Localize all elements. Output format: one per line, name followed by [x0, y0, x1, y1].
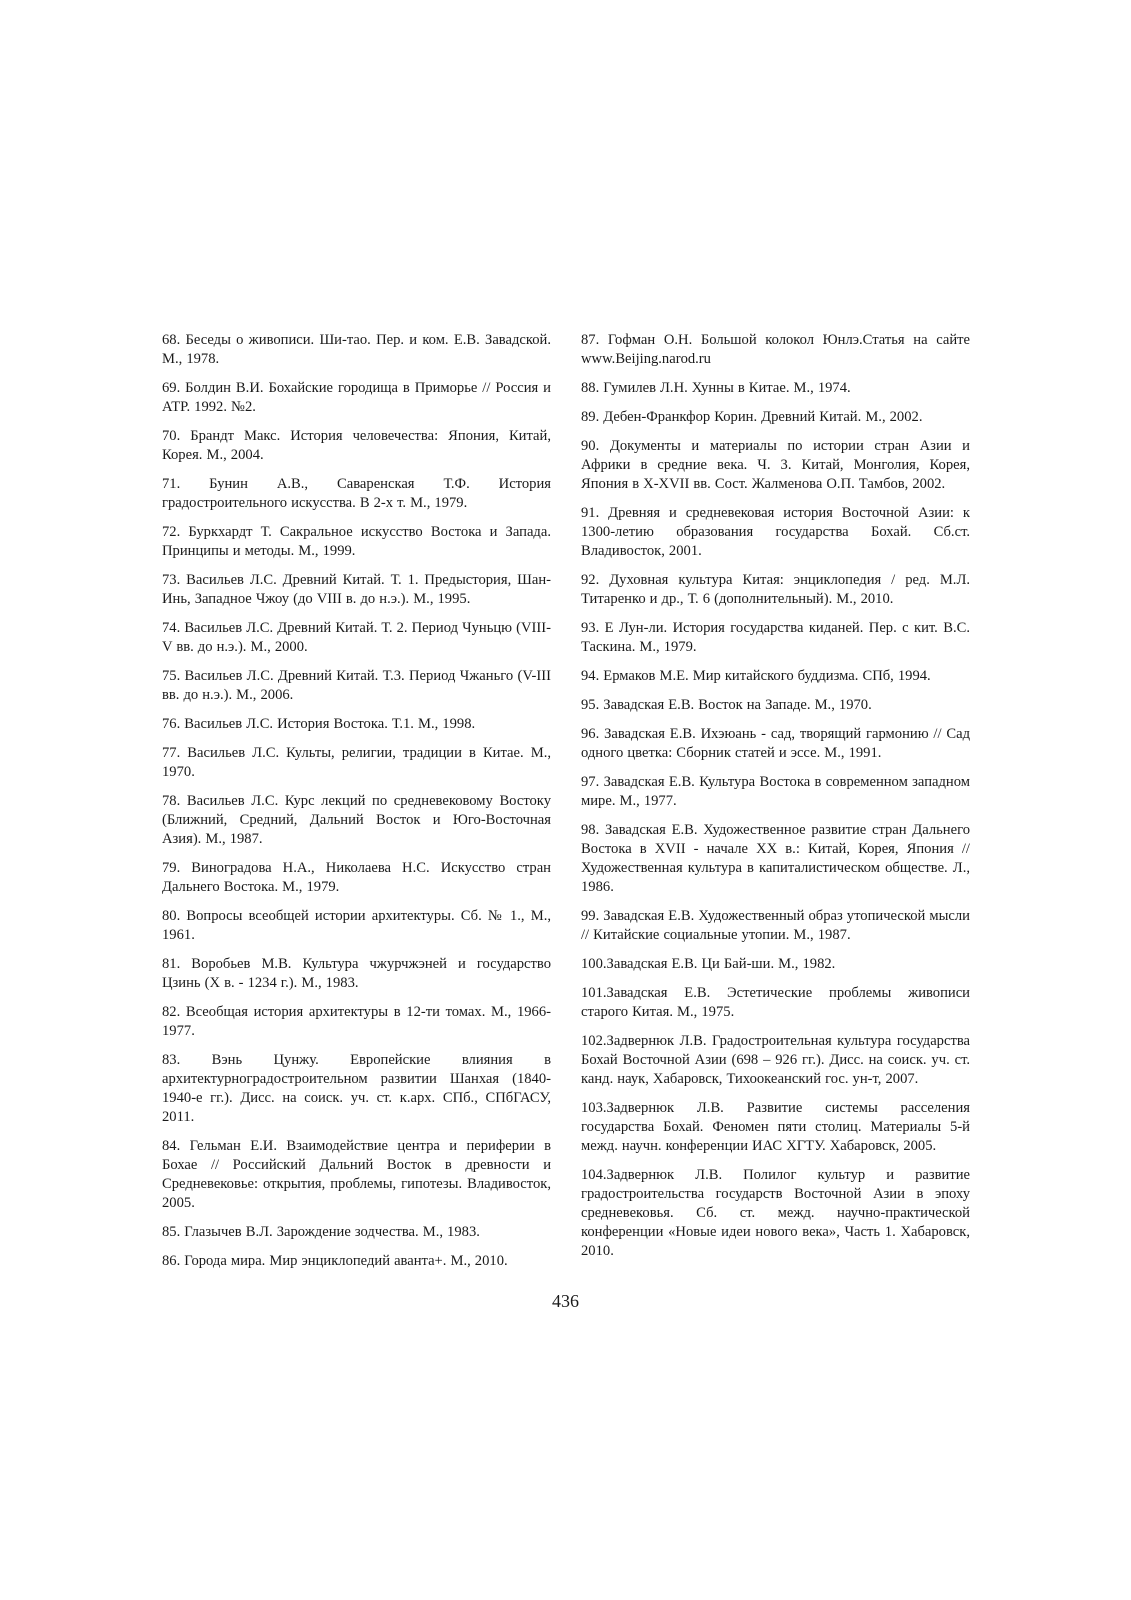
reference-entry-91: 91. Древняя и средневековая история Восточной Азии: к 1300-летию образования государства Бохай. Сб.ст. Владивосток, 2001.	[581, 505, 970, 559]
reference-entry-86: 86. Города мира. Мир энциклопедий аванта+. М., 2010.	[162, 1253, 508, 1269]
reference-entry-95: 95. Завадская Е.В. Восток на Западе. М., 1970.	[581, 697, 872, 713]
reference-entry-79: 79. Виноградова Н.А., Николаева Н.С. Искусство стран Дальнего Востока. М., 1979.	[162, 860, 551, 895]
reference-entry-83: 83. Вэнь Цунжу. Европейские влияния в архитектурноградостроительном развитии Шанхая (1840-1940-е гг.). Дисс. на соиск. уч. ст. к.арх. СПб., СПбГАСУ, 2011.	[162, 1052, 551, 1125]
reference-entry-85: 85. Глазычев В.Л. Зарождение зодчества. М., 1983.	[162, 1224, 480, 1240]
reference-entry-92: 92. Духовная культура Китая: энциклопедия / ред. М.Л. Титаренко и др., Т. 6 (дополнительный). М., 2010.	[581, 572, 970, 607]
reference-entry-102: 102.Задвернюк Л.В. Градостроительная культура государства Бохай Восточной Азии (698 – 926 гг.). Дисс. на соиск. уч. ст. канд. наук, Хабаровск, Тихоокеанский гос. ун-т, 2007.	[581, 1033, 970, 1087]
reference-entry-80: 80. Вопросы всеобщей истории архитектуры. Сб. № 1., М., 1961.	[162, 908, 551, 943]
reference-entry-99: 99. Завадская Е.В. Художественный образ утопической мысли // Китайские социальные утопии. М., 1987.	[581, 908, 970, 943]
reference-entry-81: 81. Воробьев М.В. Культура чжурчжэней и государство Цзинь (X в. - 1234 г.). М., 1983.	[162, 956, 551, 991]
reference-entry-96: 96. Завадская Е.В. Ихэюань - сад, творящий гармонию // Сад одного цветка: Сборник статей и эссе. М., 1991.	[581, 726, 970, 761]
reference-entry-78: 78. Васильев Л.С. Курс лекций по средневековому Востоку (Ближний, Средний, Дальний Восток и Юго-Восточная Азия). М., 1987.	[162, 793, 551, 847]
bibliography-left-column	[162, 331, 551, 1281]
reference-entry-97: 97. Завадская Е.В. Культура Востока в современном западном мире. М., 1977.	[581, 774, 970, 809]
reference-entry-87: 87. Гофман О.Н. Большой колокол Юнлэ.Статья на сайте www.Beijing.narod.ru	[581, 332, 970, 367]
reference-entry-103: 103.Задвернюк Л.В. Развитие системы расселения государства Бохай. Феномен пяти столиц. Материалы 5-й межд. научн. конференции ИАС ХГТУ. Хабаровск, 2005.	[581, 1100, 970, 1154]
reference-entry-77: 77. Васильев Л.С. Культы, религии, традиции в Китае. М., 1970.	[162, 745, 551, 780]
reference-entry-98: 98. Завадская Е.В. Художественное развитие стран Дальнего Востока в XVII - начале XX в.: Китай, Корея, Япония // Художественная культура в капиталистическом обществе. Л., 1986.	[581, 822, 970, 895]
reference-entry-68: 68. Беседы о живописи. Ши-тао. Пер. и ком. Е.В. Завадской. М., 1978.	[162, 332, 551, 367]
reference-entry-89: 89. Дебен-Франкфор Корин. Древний Китай. М., 2002.	[581, 409, 923, 425]
reference-entry-71: 71. Бунин А.В., Саваренская Т.Ф. История градостроительного искусства. В 2-х т. М., 1979.	[162, 476, 551, 511]
reference-entry-82: 82. Всеобщая история архитектуры в 12-ти томах. М., 1966-1977.	[162, 1004, 551, 1039]
reference-entry-90: 90. Документы и материалы по истории стран Азии и Африки в средние века. Ч. 3. Китай, Монголия, Корея, Япония в X-XVII вв. Сост. Жалменова О.П. Тамбов, 2002.	[581, 438, 970, 492]
reference-entry-94: 94. Ермаков М.Е. Мир китайского буддизма. СПб, 1994.	[581, 668, 931, 684]
page-number: 436	[552, 1291, 579, 1311]
reference-entry-70: 70. Брандт Макс. История человечества: Япония, Китай, Корея. М., 2004.	[162, 428, 551, 463]
reference-entry-69: 69. Болдин В.И. Бохайские городища в Приморье // Россия и АТР. 1992. №2.	[162, 380, 551, 415]
reference-entry-101: 101.Завадская Е.В. Эстетические проблемы живописи старого Китая. М., 1975.	[581, 985, 970, 1020]
reference-entry-72: 72. Буркхардт Т. Сакральное искусство Востока и Запада. Принципы и методы. М., 1999.	[162, 524, 551, 559]
reference-entry-73: 73. Васильев Л.С. Древний Китай. Т. 1. Предыстория, Шан-Инь, Западное Чжоу (до VIII в. до н.э.). М., 1995.	[162, 572, 551, 607]
reference-entry-75: 75. Васильев Л.С. Древний Китай. Т.3. Период Чжаньго (V-III вв. до н.э.). М., 2006.	[162, 668, 551, 703]
reference-entry-100: 100.Завадская Е.В. Ци Бай-ши. М., 1982.	[581, 956, 836, 972]
reference-entry-104: 104.Задвернюк Л.В. Полилог культур и развитие градостроительства государств Восточной Азии в эпоху средневековья. Сб. ст. межд. научно-практической конференции «Новые идеи нового века», Часть 1. Хабаровск, 2010.	[581, 1167, 970, 1259]
reference-entry-76: 76. Васильев Л.С. История Востока. Т.1. М., 1998.	[162, 716, 476, 732]
reference-entry-93: 93. Е Лун-ли. История государства киданей. Пер. с кит. В.С. Таскина. М., 1979.	[581, 620, 970, 655]
reference-entry-84: 84. Гельман Е.И. Взаимодействие центра и периферии в Бохае // Российский Дальний Восток в древности и Средневековье: открытия, проблемы, гипотезы. Владивосток, 2005.	[162, 1138, 551, 1211]
reference-entry-88: 88. Гумилев Л.Н. Хунны в Китае. М., 1974.	[581, 380, 851, 396]
reference-entry-74: 74. Васильев Л.С. Древний Китай. Т. 2. Период Чуньцю (VIII-V вв. до н.э.). М., 2000.	[162, 620, 551, 655]
bibliography-right-column	[581, 331, 970, 1271]
